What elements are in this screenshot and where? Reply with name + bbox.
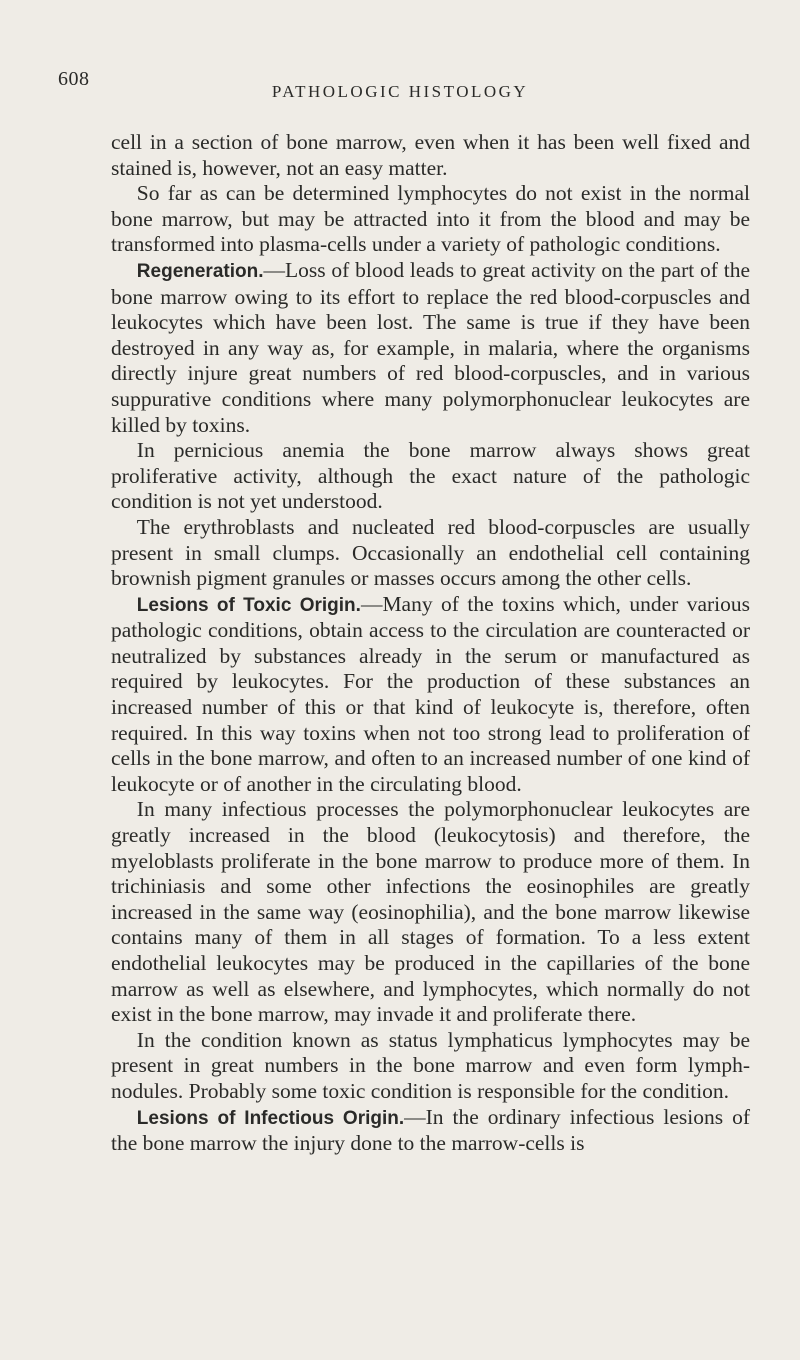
section-heading-toxic-origin: Lesions of Toxic Origin. — [136, 594, 361, 616]
paragraph-text: In the condition known as status lymphaticus lymphocytes may be present in great numbers in the bone marrow and even form lymph-nodules. Probably some toxic condition is responsible for the condition. — [111, 1027, 750, 1103]
paragraph-text: So far as can be determined lymphocytes do not exist in the normal bone marrow, but may be attracted into it from the blood and may be transformed into plasma-cells under a variety of pathologic conditions. — [111, 181, 750, 257]
body-text — [111, 130, 750, 1157]
section-heading-regeneration: Regeneration. — [136, 260, 264, 282]
paragraph-continuation — [111, 130, 750, 181]
paragraph-toxic-origin — [111, 592, 750, 798]
paragraph-text: In many infectious processes the polymorphonuclear leukocytes are greatly increased in the blood (leukocytosis) and therefore, the myeloblasts proliferate in the bone marrow to produce more of them. In trichiniasis and some other infections the eosinophiles are greatly increased in the same way (eosinophilia), and the bone marrow likewise contains many of them in all stages of formation. To a less extent endothelial leukocytes may be produced in the capillaries of the bone marrow as well as elsewhere, and lymphocytes, which normally do not exist in the bone marrow, may invade it and proliferate there. — [111, 797, 750, 1027]
paragraph — [111, 797, 750, 1027]
paragraph-text: cell in a section of bone marrow, even when it has been well fixed and stained is, however, not an easy matter. — [111, 130, 750, 180]
page-number: 608 — [58, 68, 90, 90]
section-heading-infectious-origin: Lesions of Infectious Origin. — [136, 1107, 405, 1129]
paragraph-text: —In the ordinary infectious lesions of the bone marrow the injury done to the marrow-cells is — [111, 1104, 750, 1156]
paragraph-text: —Many of the toxins which, under various pathologic conditions, obtain access to the circulation are counteracted or neutralized by substances already in the serum or manufactured as required by leukocytes. For the production of these substances an increased number of this or that kind of leukocyte is, therefore, often required. In this way toxins when not too strong lead to proliferation of cells in the bone marrow, and often to an increased number of one kind of leukocyte or of another in the circulating blood. — [111, 591, 750, 796]
paragraph-text: In pernicious anemia the bone marrow always shows great proliferative activity, although the exact nature of the pathologic condition is not yet understood. — [111, 438, 750, 514]
paragraph — [111, 515, 750, 592]
paragraph — [111, 1028, 750, 1105]
paragraph — [111, 181, 750, 258]
running-title: PATHOLOGIC HISTOLOGY — [271, 82, 529, 101]
paragraph-regeneration — [111, 258, 750, 438]
paragraph — [111, 438, 750, 515]
paragraph-text: —Loss of blood leads to great activity on the part of the bone marrow owing to its effort to replace the red blood-corpuscles and leukocytes which have been lost. The same is true if they have been destroyed in any way as, for example, in malaria, where the organisms directly injure great numbers of red blood-corpuscles, and in various suppurative conditions where many polymorphonuclear leukocytes are killed by toxins. — [111, 257, 750, 437]
paragraph-text: The erythroblasts and nucleated red blood-corpuscles are usually present in small clumps. Occasionally an endothelial cell containing brownish pigment granules or masses occurs among the other cells. — [111, 514, 750, 591]
paragraph-infectious-origin — [111, 1105, 750, 1157]
